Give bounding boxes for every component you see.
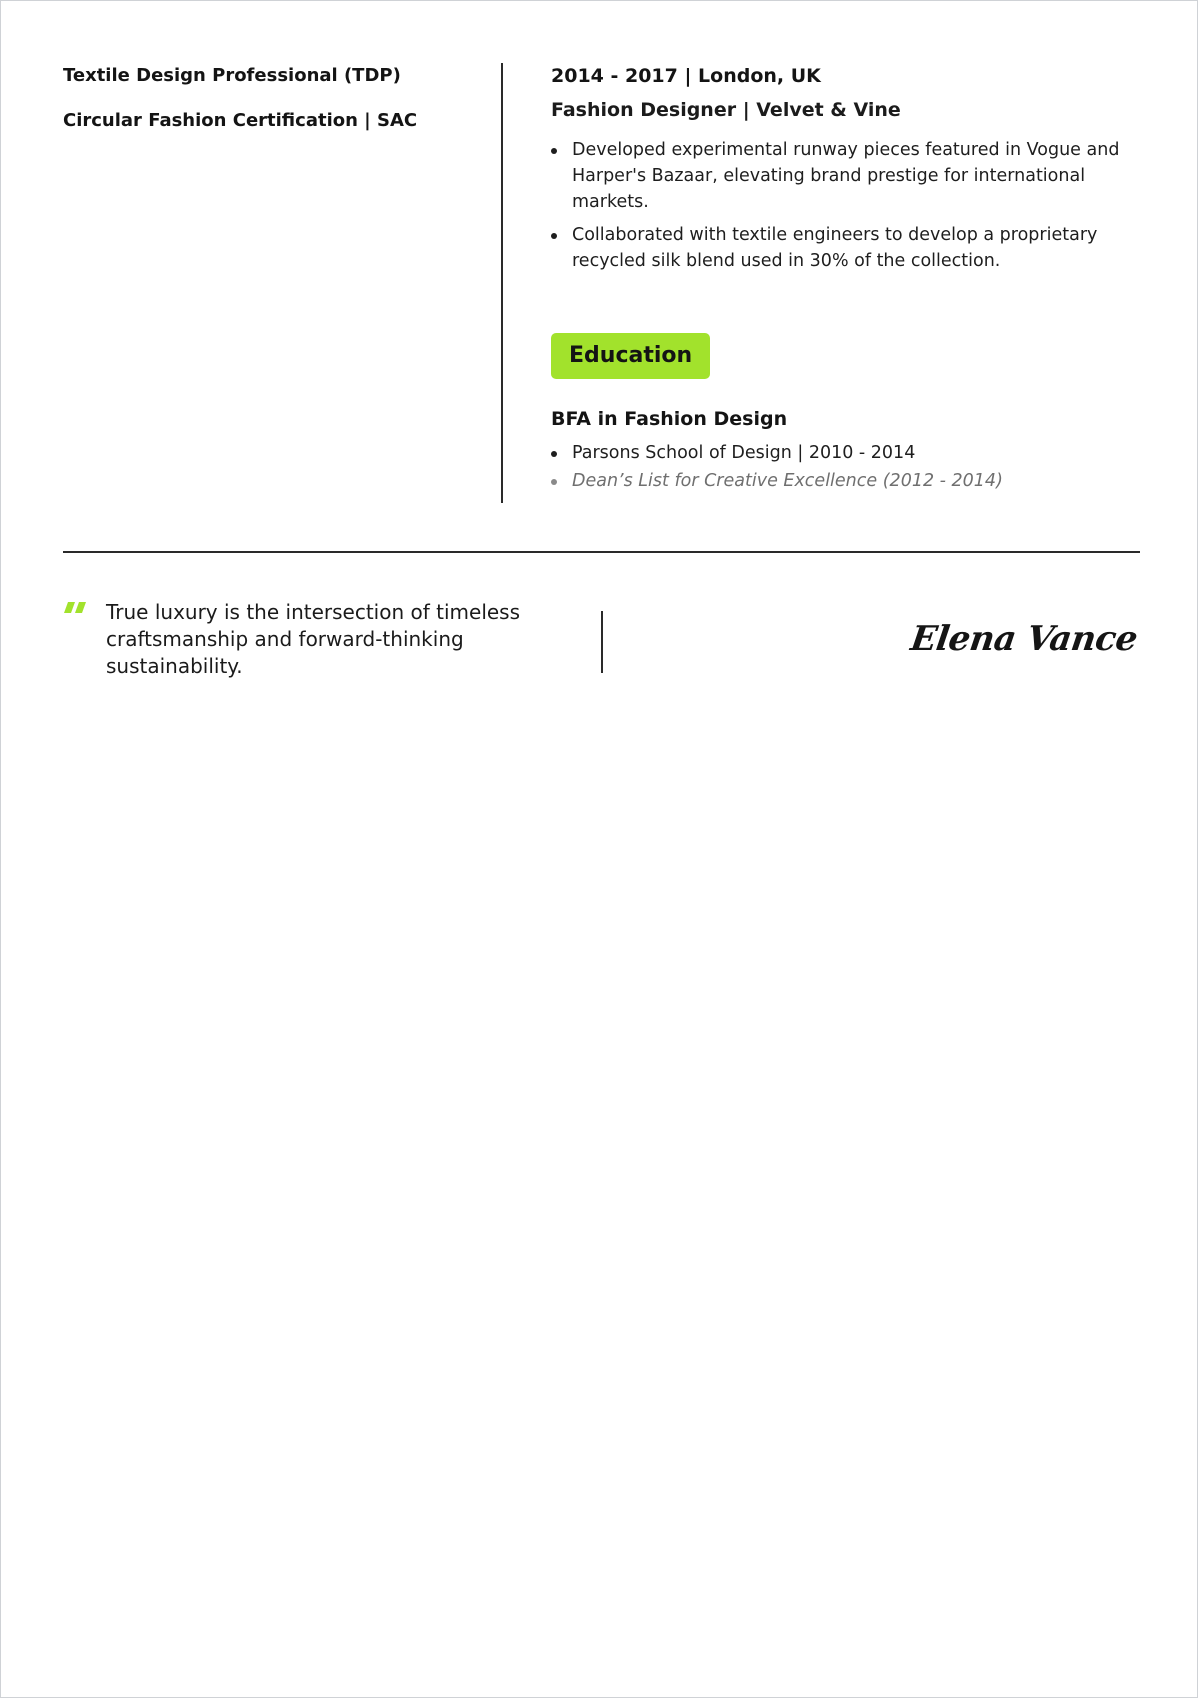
- personal-quote: True luxury is the intersection of timeless craftsmanship and forward-thinking sustainability.: [106, 600, 521, 678]
- experience-bullet: Collaborated with textile engineers to develop a proprietary recycled silk blend used in 30% of the collection.: [572, 222, 1141, 274]
- education-section: [551, 281, 1141, 494]
- experience-dates-location: 2014 - 2017 | London, UK: [551, 65, 821, 87]
- certification-item: Circular Fashion Certification | SAC: [63, 110, 418, 131]
- quote-mark-icon: [63, 599, 89, 619]
- education-school: Parsons School of Design | 2010 - 2014: [572, 440, 1141, 466]
- education-degree: BFA in Fashion Design: [551, 408, 788, 430]
- experience-role: Fashion Designer | Velvet & Vine: [551, 99, 901, 121]
- certification-item: Textile Design Professional (TDP): [63, 65, 401, 86]
- column-divider: [501, 63, 503, 503]
- education-heading: Education: [551, 333, 710, 379]
- education-honor: Dean’s List for Creative Excellence (2012 - 2014): [572, 468, 1141, 494]
- certifications-column: [63, 63, 483, 153]
- section-divider: [63, 551, 1140, 553]
- education-details: [551, 440, 1141, 494]
- experience-bullets: [551, 137, 1141, 274]
- experience-bullet: Developed experimental runway pieces featured in Vogue and Harper's Bazaar, elevating brand prestige for international markets.: [572, 137, 1141, 215]
- main-column: [551, 63, 1141, 496]
- signature: Elena Vance: [908, 619, 1140, 659]
- footer-divider: [601, 611, 603, 673]
- experience-entry: [551, 63, 1141, 274]
